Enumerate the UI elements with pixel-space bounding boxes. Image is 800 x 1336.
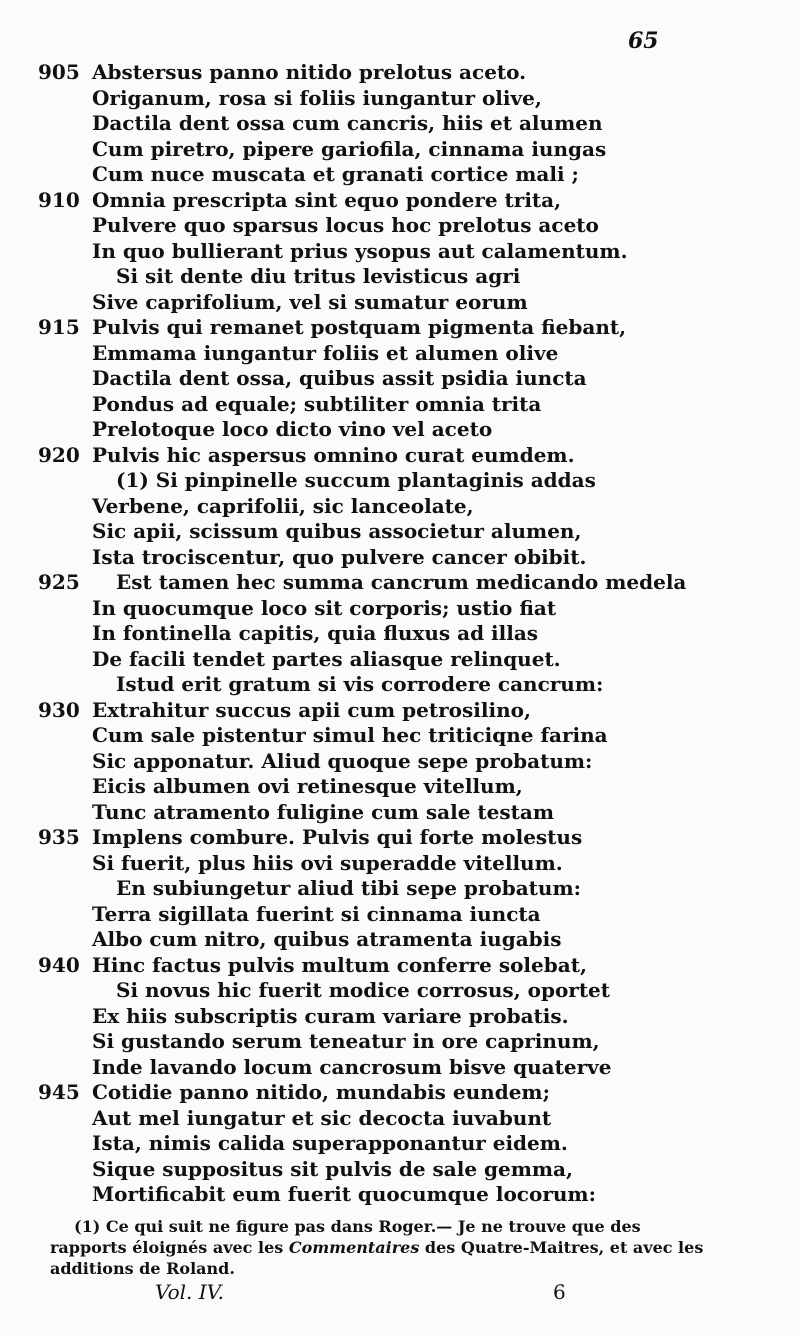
verse-line	[0, 800, 800, 826]
footnote	[50, 1216, 710, 1279]
verse-line	[0, 162, 800, 188]
verse-line	[0, 213, 800, 239]
verse-text: Pulvere quo sparsus locus hoc prelotus aceto	[92, 213, 599, 237]
verse-text: Omnia prescripta sint equo pondere trita,	[92, 187, 562, 212]
verse-line	[0, 264, 800, 290]
verse-text: Prelotoque loco dicto vino vel aceto	[92, 417, 493, 441]
verse-line	[0, 774, 800, 800]
verse-text: Emmama iungantur foliis et alumen olive	[92, 340, 559, 365]
verse-text: Aut mel iungatur et sic decocta iuvabunt	[92, 1105, 552, 1130]
verse-text: Albo cum nitro, quibus atramenta iugabis	[92, 927, 562, 951]
line-number: 930	[38, 697, 80, 722]
signature-number: 6	[553, 1280, 566, 1304]
verse-text: Ista, nimis calida superapponantur eidem.	[92, 1131, 568, 1155]
verse-text: Cum nuce muscata et granati cortice mali ;	[92, 162, 579, 186]
verse-line	[0, 392, 800, 418]
verse-text: Terra sigillata fuerint si cinnama iuncta	[92, 901, 541, 926]
verse-line	[0, 315, 800, 341]
verse-line	[0, 290, 800, 316]
verse-text: Sive caprifolium, vel si sumatur eorum	[92, 289, 528, 314]
verse-line	[0, 1029, 800, 1055]
verse-text: Dactila dent ossa cum cancris, hiis et alumen	[92, 111, 603, 135]
verse-text: Mortificabit eum fuerit quocumque locorum:	[92, 1182, 596, 1206]
verse-text: Pulvis hic aspersus omnino curat eumdem.	[92, 442, 575, 467]
verse-text: Si novus hic fuerit modice corrosus, oportet	[116, 978, 611, 1002]
verse-line	[0, 443, 800, 469]
footnote-text: (1) Ce qui suit ne figure pas dans Roger.— Je ne trouve que des rapports éloignés avec les	[50, 1217, 641, 1257]
verse-text: (1) Si pinpinelle succum plantaginis addas	[116, 468, 596, 492]
volume-signature: Vol. IV.	[155, 1280, 224, 1304]
line-number: 940	[38, 952, 80, 977]
verse-line	[0, 647, 800, 673]
verse-line	[0, 570, 800, 596]
verse-line	[0, 239, 800, 265]
verse-line	[0, 545, 800, 571]
verse-text: Hinc factus pulvis multum conferre solebat,	[92, 952, 587, 977]
verse-line	[0, 468, 800, 494]
footnote-italic-title: Commentaires	[288, 1238, 420, 1257]
verse-text: Cotidie panno nitido, mundabis eundem;	[92, 1080, 550, 1104]
verse-text: Pondus ad equale; subtiliter omnia trita	[92, 391, 542, 416]
verse-line	[0, 621, 800, 647]
verse-text: Si sit dente diu tritus levisticus agri	[116, 264, 521, 288]
verse-text: Tunc atramento fuligine cum sale testam	[92, 799, 555, 824]
verse-text: In fontinella capitis, quia fluxus ad illas	[92, 621, 539, 645]
verse-text: Si fuerit, plus hiis ovi superadde vitellum.	[92, 850, 563, 875]
verse-line	[0, 596, 800, 622]
footnote-text-end: des Quatre-Maitres, et avec les additions de Roland.	[50, 1238, 704, 1278]
verse-line	[0, 86, 800, 112]
verse-line	[0, 1157, 800, 1183]
verse-line	[0, 876, 800, 902]
verse-text: Sic apii, scissum quibus associetur alumen,	[92, 519, 582, 543]
verse-line	[0, 749, 800, 775]
verse-line	[0, 519, 800, 545]
verse-line	[0, 825, 800, 851]
verse-line	[0, 927, 800, 953]
verse-text: Extrahitur succus apii cum petrosilino,	[92, 697, 531, 722]
verse-text: Est tamen hec summa cancrum medicando medela	[116, 570, 687, 594]
verse-line	[0, 1004, 800, 1030]
verse-text: Istud erit gratum si vis corrodere cancrum:	[116, 672, 604, 696]
verse-line	[0, 137, 800, 163]
verse-line	[0, 366, 800, 392]
page-number: 65	[628, 28, 659, 54]
verse-text: Si gustando serum teneatur in ore caprinum,	[92, 1029, 600, 1053]
verse-line	[0, 341, 800, 367]
line-number: 925	[38, 570, 80, 594]
verse-text: In quocumque loco sit corporis; ustio fiat	[92, 595, 557, 620]
verse-line	[0, 1131, 800, 1157]
verse-line	[0, 188, 800, 214]
verse-text: Origanum, rosa si foliis iungantur olive,	[92, 85, 542, 110]
verse-line	[0, 1080, 800, 1106]
verse-block	[0, 60, 800, 1208]
verse-text: Abstersus panno nitido prelotus aceto.	[92, 60, 527, 84]
verse-text: Dactila dent ossa, quibus assit psidia iuncta	[92, 366, 587, 390]
verse-text: Ista trociscentur, quo pulvere cancer obibit.	[92, 544, 587, 569]
verse-line	[0, 851, 800, 877]
verse-line	[0, 1055, 800, 1081]
verse-text: Ex hiis subscriptis curam variare probatis.	[92, 1003, 569, 1028]
line-number: 920	[38, 442, 80, 467]
line-number: 915	[38, 315, 80, 339]
verse-line	[0, 978, 800, 1004]
verse-text: Pulvis qui remanet postquam pigmenta fiebant,	[92, 315, 627, 339]
line-number: 935	[38, 825, 80, 849]
verse-text: De facili tendet partes aliasque relinquet.	[92, 646, 561, 671]
line-number: 910	[38, 187, 80, 212]
verse-line	[0, 1106, 800, 1132]
verse-line	[0, 698, 800, 724]
verse-text: Cum piretro, pipere gariofila, cinnama iungas	[92, 136, 607, 161]
verse-line	[0, 417, 800, 443]
verse-text: Implens combure. Pulvis qui forte molestus	[92, 825, 583, 849]
verse-text: En subiungetur aliud tibi sepe probatum:	[116, 876, 582, 900]
verse-line	[0, 953, 800, 979]
verse-line	[0, 60, 800, 86]
verse-line	[0, 1182, 800, 1208]
verse-text: Eicis albumen ovi retinesque vitellum,	[92, 774, 523, 798]
line-number: 945	[38, 1080, 80, 1104]
verse-line	[0, 111, 800, 137]
verse-text: In quo bullierant prius ysopus aut calamentum.	[92, 238, 628, 263]
verse-line	[0, 902, 800, 928]
verse-line	[0, 723, 800, 749]
line-number: 905	[38, 60, 80, 84]
verse-text: Sic apponatur. Aliud quoque sepe probatum:	[92, 748, 593, 773]
verse-line	[0, 672, 800, 698]
verse-line	[0, 494, 800, 520]
verse-text: Sique suppositus sit pulvis de sale gemma,	[92, 1156, 573, 1181]
verse-text: Verbene, caprifolii, sic lanceolate,	[92, 493, 474, 518]
verse-text: Inde lavando locum cancrosum bisve quaterve	[92, 1054, 612, 1079]
verse-text: Cum sale pistentur simul hec triticiqne farina	[92, 723, 608, 747]
